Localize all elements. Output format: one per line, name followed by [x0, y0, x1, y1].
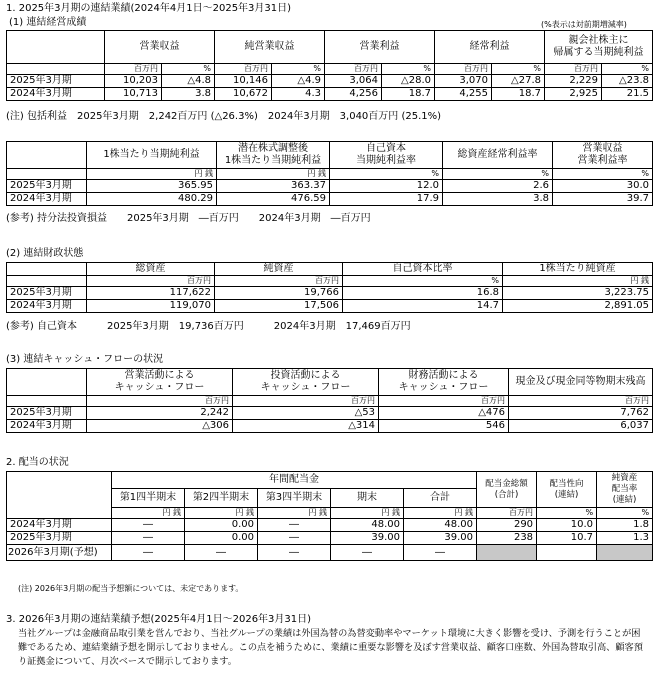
- row-label: 2024年3月期: [7, 300, 87, 313]
- hdr-operating-margin: 営業収益 営業利益率: [553, 142, 653, 169]
- unit-cell: 円 銭: [87, 169, 217, 180]
- row-label: 2026年3月期(予想): [7, 545, 112, 561]
- cashflow-table: [6, 368, 653, 433]
- row-label: 2024年3月期: [7, 420, 87, 433]
- unit-cell: %: [553, 169, 653, 180]
- value-cell: 48.00: [331, 519, 404, 532]
- row-label: 2025年3月期: [7, 75, 105, 88]
- value-cell: △306: [87, 420, 233, 433]
- value-cell: 10,146: [215, 75, 272, 88]
- value-cell: 12.0: [330, 180, 443, 193]
- value-cell: ―: [112, 519, 185, 532]
- hdr-q2: 第2四半期末: [185, 489, 258, 508]
- value-cell: △4.8: [162, 75, 215, 88]
- value-cell: 14.7: [343, 300, 503, 313]
- equity-note: (参考) 自己資本 2025年3月期 19,736百万円 2024年3月期 17,469百万円: [6, 321, 411, 332]
- dividend-note: (注) 2026年3月期の配当予想額については、未定であります。: [18, 584, 244, 593]
- value-cell: 2,925: [545, 88, 602, 101]
- hdr-equity-ratio: 自己資本比率: [343, 263, 503, 276]
- unit-cell: %: [343, 276, 503, 287]
- value-cell: ―: [185, 545, 258, 561]
- hdr-net-operating-revenue: 純営業収益: [215, 31, 325, 64]
- value-cell: 3.8: [443, 193, 553, 206]
- hdr-total: 合計: [404, 489, 477, 508]
- value-cell: 238: [477, 532, 537, 545]
- value-cell: 480.29: [87, 193, 217, 206]
- value-cell: 18.7: [382, 88, 435, 101]
- value-cell: 39.7: [553, 193, 653, 206]
- hdr-dividend-on-equity: 純資産 配当率 (連結): [597, 472, 653, 508]
- results-table: [6, 30, 653, 101]
- table-row: [7, 407, 653, 420]
- unit-cell: 百万円: [215, 64, 272, 75]
- hdr-net-assets: 純資産: [215, 263, 343, 276]
- pct-note: (%表示は対前期増減率): [541, 20, 627, 29]
- table-row: [7, 545, 653, 561]
- value-cell: 39.00: [404, 532, 477, 545]
- value-cell: ―: [258, 519, 331, 532]
- hdr-operating-revenue: 営業収益: [105, 31, 215, 64]
- value-cell: 2.6: [443, 180, 553, 193]
- value-cell: 10,713: [105, 88, 162, 101]
- table-row: [7, 532, 653, 545]
- hdr-roe: 自己資本 当期純利益率: [330, 142, 443, 169]
- value-cell: 3,223.75: [503, 287, 653, 300]
- row-label: 2024年3月期: [7, 193, 87, 206]
- unit-cell: 円 銭: [185, 508, 258, 519]
- value-cell: ―: [112, 545, 185, 561]
- value-cell: 3,070: [435, 75, 492, 88]
- value-cell: △476: [379, 407, 509, 420]
- hdr-roa: 総資産経常利益率: [443, 142, 553, 169]
- value-cell: △314: [233, 420, 379, 433]
- unit-cell: %: [537, 508, 597, 519]
- hdr-financing-cf: 財務活動による キャッシュ・フロー: [379, 369, 509, 396]
- hdr-q3: 第3四半期末: [258, 489, 331, 508]
- value-cell: 10.0: [537, 519, 597, 532]
- hdr-bps: 1株当たり純資産: [503, 263, 653, 276]
- hdr-net-income-parent: 親会社株主に 帰属する当期純利益: [545, 31, 653, 64]
- unit-cell: 円 銭: [258, 508, 331, 519]
- value-cell: 3.8: [162, 88, 215, 101]
- unit-cell: 円 銭: [503, 276, 653, 287]
- unit-cell: 百万円: [379, 396, 509, 407]
- value-cell: 2,891.05: [503, 300, 653, 313]
- value-cell: 19,766: [215, 287, 343, 300]
- hdr-annual-dividend: 年間配当金: [112, 472, 477, 489]
- value-cell: 17.9: [330, 193, 443, 206]
- value-cell: 2,242: [87, 407, 233, 420]
- unit-cell: 百万円: [87, 276, 215, 287]
- row-label: 2025年3月期: [7, 287, 87, 300]
- table-row: [7, 287, 653, 300]
- unit-cell: 百万円: [105, 64, 162, 75]
- table-row: [7, 75, 653, 88]
- blank-header-cell: [7, 31, 105, 64]
- row-label: 2025年3月期: [7, 532, 112, 545]
- financial-position-table: [6, 262, 653, 313]
- table-row: [7, 300, 653, 313]
- unit-cell: %: [597, 508, 653, 519]
- value-cell: 18.7: [492, 88, 545, 101]
- equity-method-note: (参考) 持分法投資損益 2025年3月期 ―百万円 2024年3月期 ―百万円: [6, 213, 371, 224]
- unit-cell: %: [492, 64, 545, 75]
- value-cell: 21.5: [602, 88, 653, 101]
- hdr-operating-income: 営業利益: [325, 31, 435, 64]
- table-row: [7, 519, 653, 532]
- table-row: [7, 193, 653, 206]
- value-cell: △23.8: [602, 75, 653, 88]
- value-cell: 117,622: [87, 287, 215, 300]
- value-cell: 17,506: [215, 300, 343, 313]
- value-cell: △27.8: [492, 75, 545, 88]
- cashflow-title: (3) 連結キャッシュ・フローの状況: [6, 354, 164, 365]
- hdr-investing-cf: 投資活動による キャッシュ・フロー: [233, 369, 379, 396]
- value-cell: 7,762: [509, 407, 653, 420]
- section-3-heading: 3. 2026年3月期の連結業績予想(2025年4月1日～2026年3月31日): [6, 614, 312, 625]
- shaded-cell: [477, 545, 537, 561]
- table-row: [7, 88, 653, 101]
- dividend-table: [6, 471, 653, 561]
- hdr-payout-ratio: 配当性向 (連結): [537, 472, 597, 508]
- comprehensive-income-note: (注) 包括利益 2025年3月期 2,242百万円 (△26.3%) 2024年3月期 3,040百万円 (25.1%): [6, 111, 442, 122]
- value-cell: 30.0: [553, 180, 653, 193]
- unit-cell: %: [382, 64, 435, 75]
- value-cell: 2,229: [545, 75, 602, 88]
- value-cell: ―: [404, 545, 477, 561]
- value-cell: ―: [331, 545, 404, 561]
- value-cell: 1.3: [597, 532, 653, 545]
- hdr-total-dividend: 配当金総額 (合計): [477, 472, 537, 508]
- hdr-diluted-eps: 潜在株式調整後 1株当たり当期純利益: [217, 142, 330, 169]
- value-cell: 16.8: [343, 287, 503, 300]
- section-2-heading: 2. 配当の状況: [6, 457, 69, 468]
- value-cell: 6,037: [509, 420, 653, 433]
- value-cell: 363.37: [217, 180, 330, 193]
- unit-cell: 百万円: [435, 64, 492, 75]
- hdr-operating-cf: 営業活動による キャッシュ・フロー: [87, 369, 233, 396]
- value-cell: △53: [233, 407, 379, 420]
- value-cell: 119,070: [87, 300, 215, 313]
- value-cell: [537, 545, 597, 561]
- row-label: 2024年3月期: [7, 88, 105, 101]
- results-title: (1) 連結経営成績: [9, 17, 87, 28]
- row-label: 2024年3月期: [7, 519, 112, 532]
- value-cell: 3,064: [325, 75, 382, 88]
- value-cell: 0.00: [185, 519, 258, 532]
- value-cell: 10.7: [537, 532, 597, 545]
- hdr-cash-end: 現金及び現金同等物期末残高: [509, 369, 653, 396]
- hdr-total-assets: 総資産: [87, 263, 215, 276]
- unit-cell: 円 銭: [217, 169, 330, 180]
- unit-cell: %: [602, 64, 653, 75]
- unit-cell: 百万円: [87, 396, 233, 407]
- value-cell: ―: [258, 532, 331, 545]
- value-cell: 4,256: [325, 88, 382, 101]
- section-1-heading: 1. 2025年3月期の連結業績(2024年4月1日～2025年3月31日): [6, 3, 292, 14]
- value-cell: 1.8: [597, 519, 653, 532]
- value-cell: 476.59: [217, 193, 330, 206]
- unit-cell: %: [162, 64, 215, 75]
- value-cell: 0.00: [185, 532, 258, 545]
- unit-cell: 円 銭: [331, 508, 404, 519]
- hdr-year-end: 期末: [331, 489, 404, 508]
- unit-cell: 百万円: [477, 508, 537, 519]
- forecast-paragraph: 当社グループは金融商品取引業を営んでおり、当社グループの業績は外国為替の為替変動率やマーケット環境に大きく影響を受け、予測を行うことが困難であるため、連結業績予想を開示しておりません。この点を補うために、業績に重要な影響を及ぼす営業収益、顧客口座数、外国為替取引高、顧客預り証拠金について、月次ベースで開示しております。: [18, 628, 643, 667]
- table-row: [7, 180, 653, 193]
- row-label: 2025年3月期: [7, 407, 87, 420]
- value-cell: ―: [112, 532, 185, 545]
- unit-cell: 百万円: [325, 64, 382, 75]
- unit-cell: %: [272, 64, 325, 75]
- value-cell: 10,203: [105, 75, 162, 88]
- value-cell: 365.95: [87, 180, 217, 193]
- financial-position-title: (2) 連結財政状態: [6, 248, 84, 259]
- unit-cell: 百万円: [509, 396, 653, 407]
- value-cell: 39.00: [331, 532, 404, 545]
- hdr-ordinary-income: 経常利益: [435, 31, 545, 64]
- value-cell: △28.0: [382, 75, 435, 88]
- value-cell: ―: [258, 545, 331, 561]
- unit-cell: 円 銭: [404, 508, 477, 519]
- unit-cell: %: [443, 169, 553, 180]
- value-cell: 4.3: [272, 88, 325, 101]
- value-cell: 4,255: [435, 88, 492, 101]
- value-cell: △4.9: [272, 75, 325, 88]
- value-cell: 546: [379, 420, 509, 433]
- value-cell: 290: [477, 519, 537, 532]
- shaded-cell: [597, 545, 653, 561]
- unit-cell: 百万円: [215, 276, 343, 287]
- hdr-q1: 第1四半期末: [112, 489, 185, 508]
- unit-cell: 円 銭: [112, 508, 185, 519]
- table-row: [7, 420, 653, 433]
- value-cell: 48.00: [404, 519, 477, 532]
- hdr-eps: 1株当たり当期純利益: [87, 142, 217, 169]
- row-label: 2025年3月期: [7, 180, 87, 193]
- unit-cell: 百万円: [545, 64, 602, 75]
- unit-cell: %: [330, 169, 443, 180]
- value-cell: 10,672: [215, 88, 272, 101]
- per-share-table: [6, 141, 653, 206]
- unit-cell: 百万円: [233, 396, 379, 407]
